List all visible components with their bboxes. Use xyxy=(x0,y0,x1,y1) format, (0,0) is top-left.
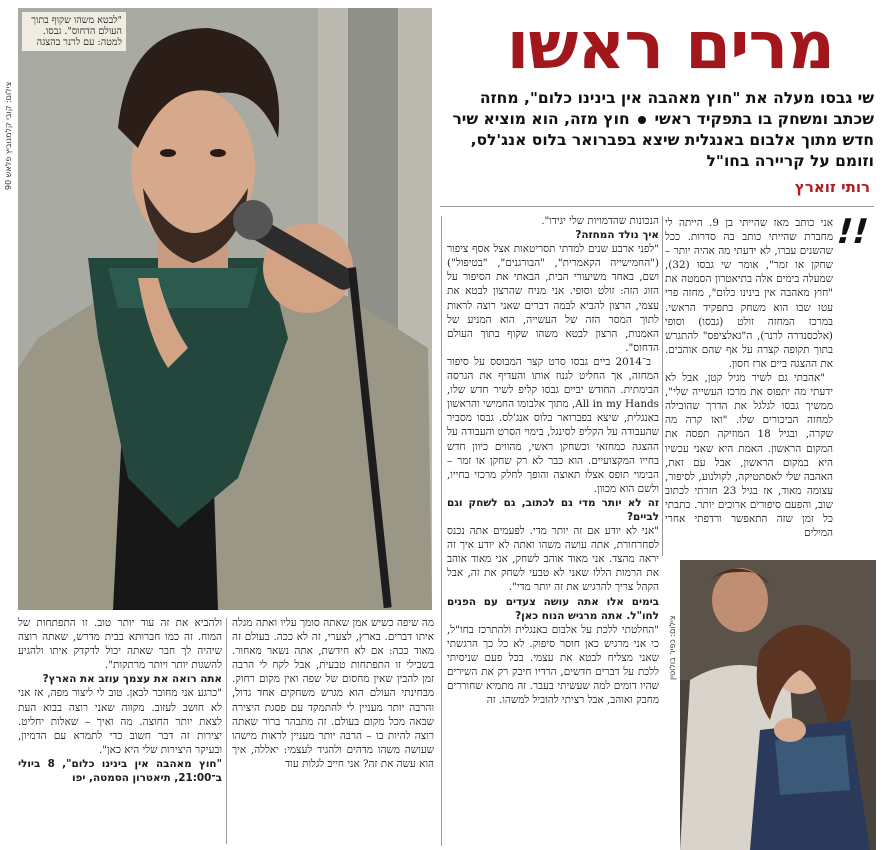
byline: רותי זוארץ xyxy=(794,178,870,196)
column-right xyxy=(665,216,833,554)
photo-caption: "לבטא משהו שקוף בתוך העולם הדחוס". גבסו. למטה: עם לרנר בהצגה xyxy=(22,12,126,51)
show-info: "חוץ מאהבה אין בינינו כלום", 8 ביולי ב־21:00, תיאטרון הסמטה, יפו xyxy=(18,757,222,785)
col-middle-p4: "אני לא יודע אם זה יותר מדי. לפעמים אתה נכנס לסחרחורת, אתה עושה משהו ואתה לא יודע איך זה יראה מהצד. אני מאוד אוהב לשחק, אני מאוד אוהב את הרמות הללו שאני לא טבעי לשחק את זה, אבל הקהל צריך להרגיש את זה יותר מדי". xyxy=(447,525,659,594)
question-2: זה לא יותר מדי גם לכתוב, גם לשחק וגם לביים? xyxy=(447,496,659,523)
article-title: מרים ראשו xyxy=(506,7,834,84)
main-photo xyxy=(18,8,432,610)
small-photo-credit: צילום: כפיר בולוטין xyxy=(668,615,677,680)
col-left-a-text: מה שיפה כשיש אמן שאתה סומך עליו ואתה מגלה איתו דברים. בארץ, לצערי, זה לא ככה. בעולם זה מאוד ככה: אם לא חידשת, אתה נשאר מאחור. בשבילי זו התפתחות טבעית, אבל לקח לי הרבה זמן להבין שאין מחסום של שפה ואין מקום רחוק. מבחינתי העולם הוא מגרש משחקים אחד גדול, והרבה יותר מעניין לי להתמקד עם פסגת היצירה שבאה מכל מקום בעולם. זה מתבהר ברור שאתה רוצה להיות בו – הרבה יותר מעניין לראות מישהו שעושה משהו מדהים ולהגיד לעצמי: יאללה, איך הוא עשה את זה? אני חייב לגלות עוד xyxy=(232,617,434,770)
theater-scene-illustration xyxy=(680,560,876,850)
singer-illustration xyxy=(18,8,432,610)
column-middle xyxy=(447,214,659,844)
question-3: בימים אלו אתה עושה צעדים עם הפנים לחו"ל. אתה מרגיש הנוח כאן? xyxy=(447,595,659,622)
column-divider xyxy=(226,618,227,844)
col-middle-p3: ב־2014 ביים גבסו סרט קצר המבוסס על סיפור המחזה, אך החליט לגנוז אותו והעדיף את הגרסה הבימתית. החודש יביים גבסו קליפ לשיר חדש שלו, All in my Hands, מתוך אלבומו החמישי והראשון באנגלית, שיצא בפברואר בלוס אנג'לס. גבסו מסביר שהעבודה על הקליפ לסינגל, בימוי הסרט והעבודה על ההצגה כמחזאי וכשחקן ראשי, מהווים כיוון חדש בחייו המקצועיים. הוא כבר לא רק שחקן או זמר – הבימוי תופס אצלו תאוצה והופך לחלק מרכזי בחייו, ולשם הוא מכוון. xyxy=(447,355,659,495)
column-divider xyxy=(441,216,442,846)
col-middle-p2: "לפני ארבע שנים למדתי תסריטאות אצל אסף ציפור ("החמישייה הקאמרית", "הבורגנים", "בטיפול") ושם, באחד משיעורי הבית, הבאתי את הסיפור על הזוג הזה: זולט וסופי. אני מניח שהרצון לבטא את עצמי, הרצון להביא לבמה דברים שאני רוצה לראות לתוך המסר הזה של העשייה, הוא המניע של האמנות, הרצון לבטא משהו שקוף בתוך העולם הדחוס". xyxy=(447,243,659,354)
column-left-a xyxy=(232,616,434,846)
column-left-b xyxy=(18,616,222,846)
col-middle-p5: "החלטתי ללכת על אלבום באנגלית ולהתרכז בחו"ל, כי אני מרגיש כאן חוסר סיפוק. לא כל כך הרגשתי שאני מצליח לבטא את עצמי. בכל פעם שניסיתי ללכת על דברים חדשים, הרדיו חיבק רק את השירים שהיו דומים למה שעשיתי בעבר. זה מתמיא שחוררים מחבק ואוהב, אבל רציתי להוביל למשהו. זה xyxy=(447,623,659,707)
col-right-paragraph-1: אני כותב מאז שהייתי בן 9. הייתה לי מחברת שהייתי כותב בה סדרות. ככל שהשנים עברו, לא ידעתי מה אהיה יותר – שחקן או זמר", אומר שי גבסו (32), שמעלה בימים אלה בתיאטרון הסמטה את "חוץ מאהבה אין בינינו כלום", מחזה פרי עטו שבו הוא משחק בתפקיד הראשי. במרכז המחזה זולט (גבסו) וסופי (אלכסנדרה לרנר), ה"גאלציפס" להתגרש בתוך תקופה קצרה על אף שהם אוהבים. את ההצגה ביים ארז חסון. xyxy=(665,217,833,370)
col-left-b-p1: ולהביא את זה עוד יותר טוב. זו התפתחות של המוח. זה כמו חברותא בבית מדרש, שאתה רוצה שיהיה לך חבר שאתה יכול לדקדק איתו ולהגיע להשגות יותר ויותר מרתקות". xyxy=(18,617,222,672)
col-right-paragraph-2: "אהבתי גם לשיר מגיל קטן, אבל לא ידעתי מה יתפוס את מרכז העשייה שלי", ממשיך גבסו לגלגל את הדרך שהובילה למחזה הביכורים שלו. "ואז קרה מה שקרה, ובגיל 18 המוזיקה תפסה את המקום הראשון. האמת היא שאני עכשיו היא במקום הראשון, אבל עם זאת, האהבה שלי לאסתטיקה, לקולנוע, לסיפור, עצומה מאוד, אז בגיל 23 חזרתי לכתוב שוב, והפעם סיפורים ארוכים יותר. כתבתי כל זמן שזה התאפשר ורדפתי אחרי המילים xyxy=(665,372,833,540)
lead-paragraph xyxy=(440,88,874,172)
question-4: אתה רואה את עצמך עוזב את הארץ? xyxy=(42,673,222,686)
theater-photo xyxy=(680,560,876,850)
column-divider xyxy=(662,216,663,556)
bullet-icon xyxy=(638,116,646,124)
photo-credit: צילום: קובי קלמנוביץ פלאש 90 xyxy=(4,81,13,190)
col-left-b-p2: "כרגע אני מחובר לכאן. טוב לי ליצור מפה, אז אני לא חושב לעזוב. מקווה שאני רוצה בבוא העת לצאת יותר החוצה. מה ואיך – שאלות יחליט. יצירות זה דבר חשוב כדי לתמרא עם הדמיון, ובעיקר היצירות שלי היא כאן". xyxy=(18,687,222,756)
question-1: איך נולד המחזה? xyxy=(575,229,659,242)
divider xyxy=(440,206,874,207)
lead-part-2: חוץ מזה, הוא מוציא שיר חדש מתוך אלבום באנגלית שיצא בפברואר בלוס אנג'לס, וזומם על קריירה בחו"ל xyxy=(452,110,874,170)
col-middle-p1: הנכונות שהדמויות שלי יגידו". xyxy=(541,215,659,227)
quote-mark-icon: !! xyxy=(831,212,874,252)
lead-part-1: שי גבסו מעלה את "חוץ מאהבה אין בינינו כלום", מחזה שכתב ומשחק בו בתפקיד ראשי xyxy=(479,89,874,128)
